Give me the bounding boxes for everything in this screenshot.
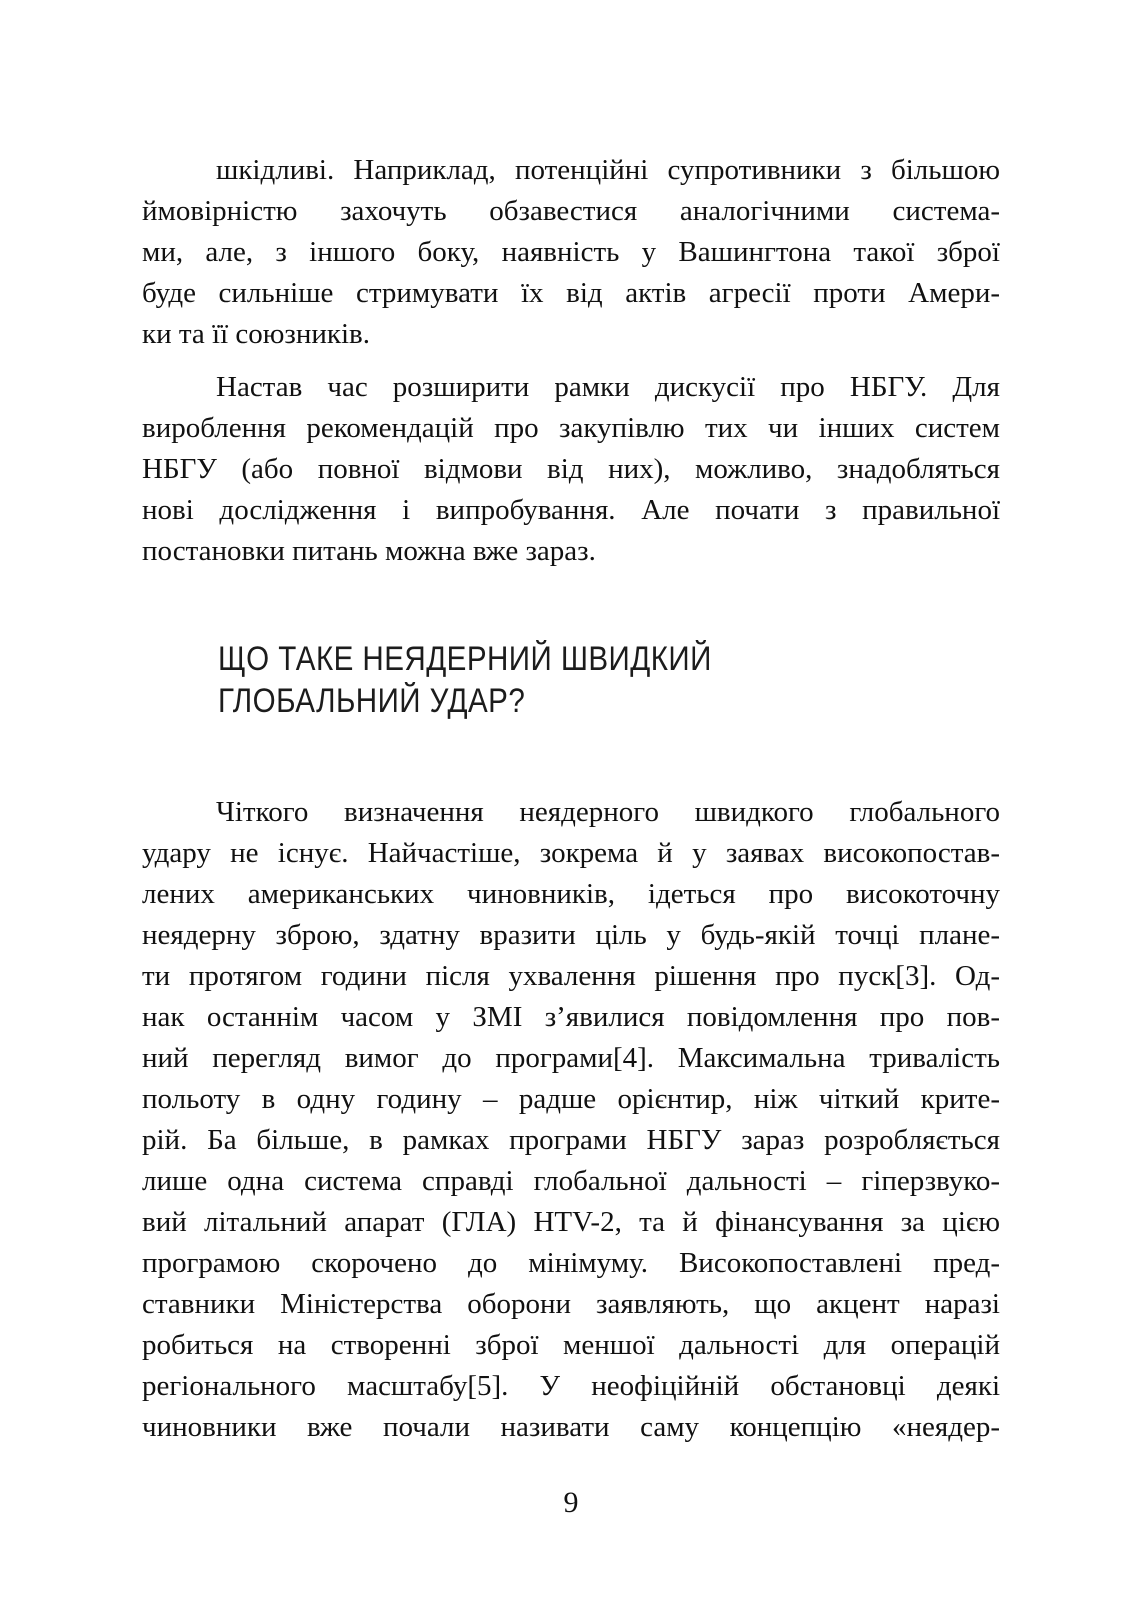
text-block [142,150,1000,1448]
text-line: постановки питань можна вже зараз. [142,535,596,567]
text-line: удару не існує. Найчастіше, зокрема й у заявах високопостав- [142,837,1000,869]
text-line: вий літальний апарат (ГЛА) HTV-2, та й фінансування за цією [142,1206,1000,1238]
text-line: буде сильніше стримувати їх від актів агресії проти Амери- [142,277,1000,309]
heading-line: ЩО ТАКЕ НЕЯДЕРНИЙ ШВИДКИЙ [218,640,712,678]
text-line: чиновники вже почали називати саму концепцію «неядер- [142,1411,1000,1443]
text-line: регіонального масштабу[5]. У неофіційній обстановці деякі [142,1370,1000,1402]
text-line: ми, але, з іншого боку, наявність у Вашингтона такої зброї [142,236,1000,268]
text-line: шкідливі. Наприклад, потенційні супротивники з більшою [216,154,1000,186]
section-heading [218,638,1000,722]
text-line: польоту в одну годину – радше орієнтир, ніж чіткий крите- [142,1083,1000,1115]
text-line: НБГУ (або повної відмови від них), можливо, знадобляться [142,453,1000,485]
text-line: рій. Ба більше, в рамках програми НБГУ зараз розробляється [142,1124,1000,1156]
text-line: вироблення рекомендацій про закупівлю тих чи інших систем [142,412,1000,444]
text-line: Настав час розширити рамки дискусії про НБГУ. Для [216,371,1000,403]
text-line: ставники Міністерства оборони заявляють, що акцент наразі [142,1288,1000,1320]
text-line: неядерну зброю, здатну вразити ціль у будь-якій точці плане- [142,919,1000,951]
text-line: ймовірністю захочуть обзавестися аналогічними система- [142,195,1000,227]
text-line: ки та її союзників. [142,318,370,350]
text-line: нові дослідження і випробування. Але почати з правильної [142,494,1000,526]
page-number: 9 [563,1486,579,1519]
text-line: нак останнім часом у ЗМІ з’явилися повідомлення про пов- [142,1001,1000,1033]
text-line: ний перегляд вимог до програми[4]. Максимальна тривалість [142,1042,1000,1074]
text-line: ти протягом години після ухвалення рішення про пуск[3]. Од- [142,960,1000,992]
text-line: Чіткого визначення неядерного швидкого глобального [216,796,1000,828]
paragraph-1 [142,150,1000,355]
heading-line: ГЛОБАЛЬНИЙ УДАР? [218,682,526,720]
text-line: лише одна система справді глобальної дальності – гіперзвуко- [142,1165,1000,1197]
paragraph-3 [142,792,1000,1448]
paragraph-2 [142,367,1000,572]
text-line: програмою скорочено до мінімуму. Високопоставлені пред- [142,1247,1000,1279]
text-line: лених американських чиновників, ідеться про високоточну [142,878,1000,910]
text-line: робиться на створенні зброї меншої дальності для операцій [142,1329,1000,1361]
